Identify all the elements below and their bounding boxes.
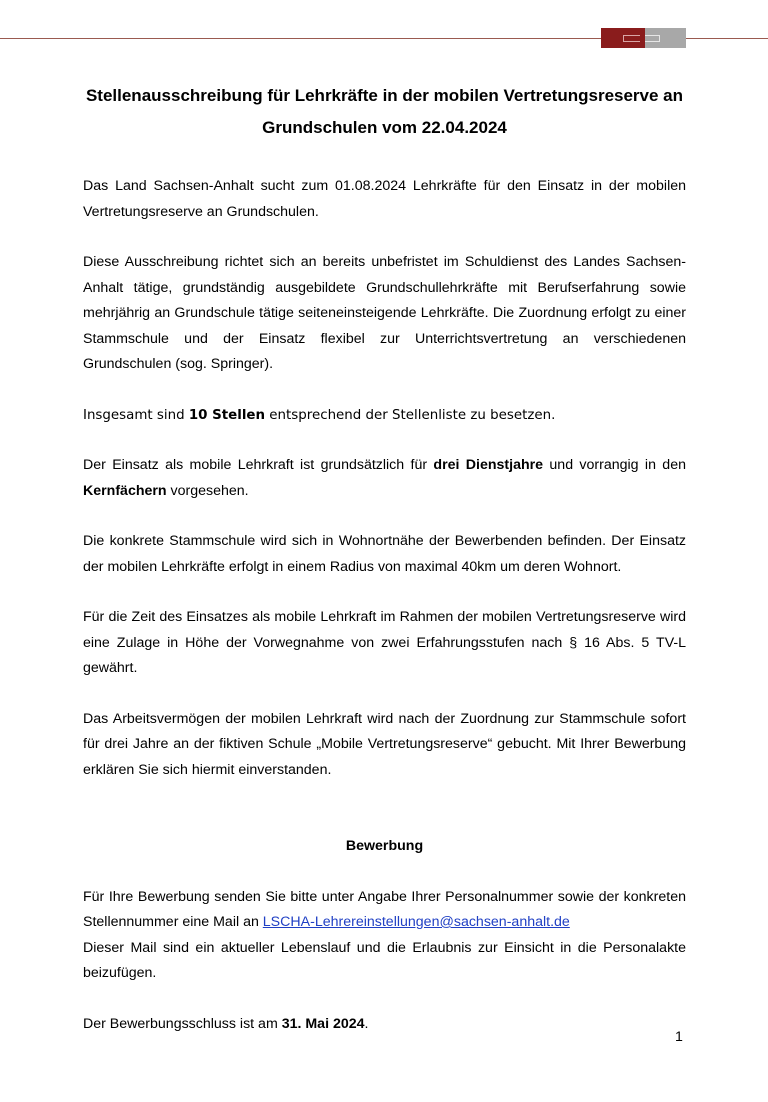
deadline-text-after: . xyxy=(364,1015,369,1032)
email-link[interactable]: LSCHA-Lehrereinstellungen@sachsen-anhalt.de xyxy=(262,914,570,930)
application-text: Für Ihre Bewerbung senden Sie bitte unter Angabe Ihrer Personalnummer sowie der konkreten Stellennummer eine Mail an xyxy=(83,888,686,930)
duration-text-2: und vorrangig in den xyxy=(543,457,686,473)
paragraph-intro: Das Land Sachsen-Anhalt sucht zum 01.08.2024 Lehrkräfte für den Einsatz in der mobilen Vertretungsreserve an Grundschulen. xyxy=(83,178,686,220)
section-heading-bewerbung: Bewerbung xyxy=(345,838,424,854)
deadline-text-before: Der Bewerbungsschluss ist am xyxy=(83,1015,282,1032)
duration-text-3: vorgesehen. xyxy=(166,482,249,499)
page-number: 1 xyxy=(675,1029,683,1045)
application-attachments: Dieser Mail sind ein aktueller Lebenslauf und die Erlaubnis zur Einsicht in die Personalakte beizufügen. xyxy=(83,939,686,981)
paragraph-allowance: Für die Zeit des Einsatzes als mobile Lehrkraft im Rahmen der mobilen Vertretungsreserve wird eine Zulage in Höhe der Vorwegnahme von zwei Erfahrungsstufen nach § 16 Abs. 5 TV-L gewährt. xyxy=(83,609,686,676)
deadline-date: 31. Mai 2024 xyxy=(281,1015,365,1032)
paragraph-location: Die konkrete Stammschule wird sich in Wohnortnähe der Bewerbenden befinden. Der Einsatz der mobilen Lehrkräfte erfolgt in einem Radius von maximal 40km um deren Wohnort. xyxy=(83,533,686,575)
positions-text-after: entsprechend der Stellenliste zu besetzen. xyxy=(265,407,556,423)
document-body xyxy=(83,80,686,1037)
logo-red-block xyxy=(601,28,645,48)
duration-text-1: Der Einsatz als mobile Lehrkraft ist grundsätzlich für xyxy=(83,457,434,473)
duration-years: drei Dienstjahre xyxy=(433,457,544,473)
paragraph-duration xyxy=(83,453,686,504)
core-subjects: Kernfächern xyxy=(83,482,167,499)
sachsen-anhalt-logo xyxy=(601,28,686,48)
logo-grey-block xyxy=(645,28,686,48)
paragraph-booking: Das Arbeitsvermögen der mobilen Lehrkraft wird nach der Zuordnung zur Stammschule sofort für drei Jahre an der fiktiven Schule „Mobile Vertretungsreserve“ gebucht. Mit Ihrer Bewerbung erklären Sie sich hiermit einverstanden. xyxy=(83,710,686,778)
positions-count: 10 Stellen xyxy=(188,407,266,423)
paragraph-application xyxy=(83,885,686,987)
positions-text-before: Insgesamt sind xyxy=(83,407,189,423)
paragraph-deadline xyxy=(83,1012,686,1038)
paragraph-target-group: Diese Ausschreibung richtet sich an bereits unbefristet im Schuldienst des Landes Sachsen-Anhalt tätige, grundständig ausgebildete Grundschullehrkräfte mit Berufserfahrung sowie mehrjährig an Grundschule tätige seiteneinsteigende Lehrkräfte. Die Zuordnung erfolgt zu einer Stammschule und der Einsatz flexibel zur Unterrichtsvertretung an verschiedenen Grundschulen (sog. Springer). xyxy=(83,254,686,372)
paragraph-positions xyxy=(83,403,686,429)
page-title: Stellenausschreibung für Lehrkräfte in der mobilen Vertretungsreserve an Grundschulen vom 22.04.2024 xyxy=(85,86,684,137)
